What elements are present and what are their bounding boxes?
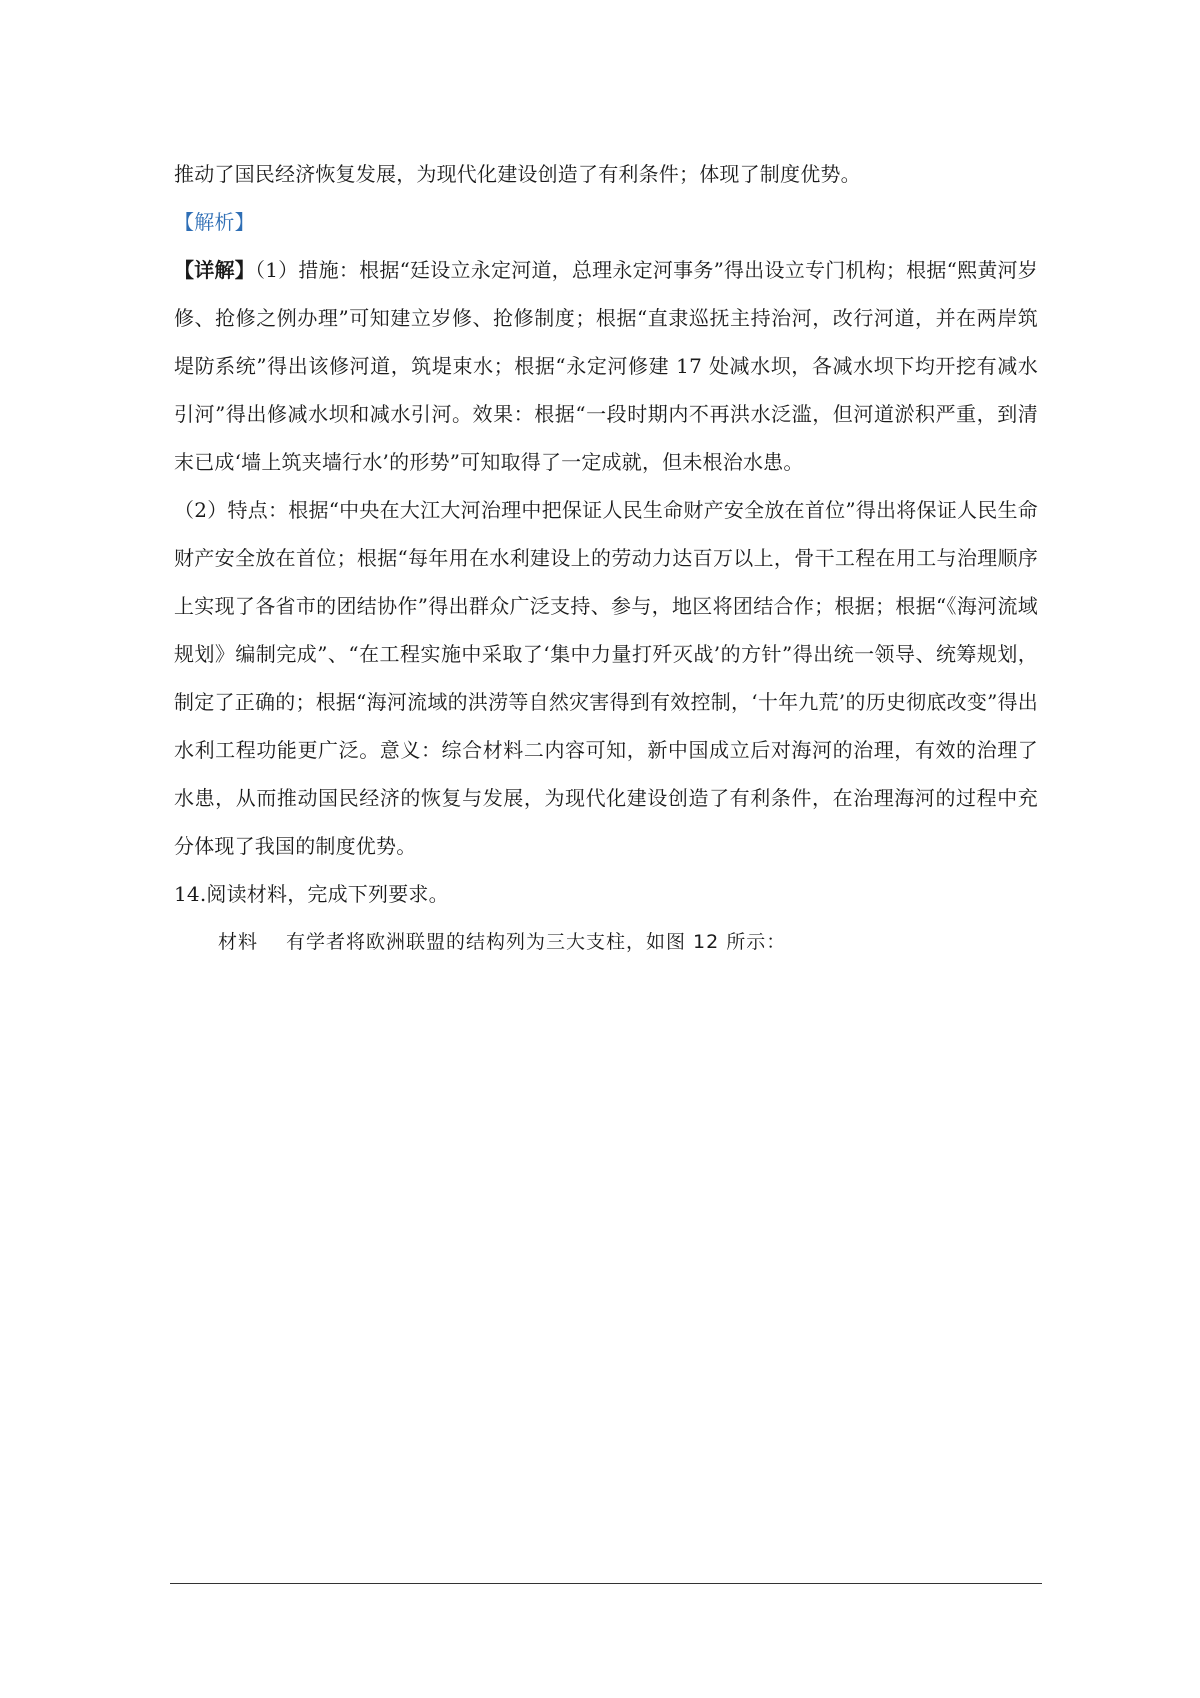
analysis-heading: 【解析】 [174, 210, 255, 234]
detail-part1-text: （1）措施：根据“廷设立永定河道，总理永定河事务”得出设立专门机构；根据“熙黄河岁修、抢修之例办理”可知建立岁修、抢修制度；根据“直隶巡抚主持治河，改行河道，并在两岸筑堤防系统”得出该修河道，筑堤束水；根据“永定河修建 17 处减水坝，各减水坝下均开挖有减水引河”得出修减水坝和减水引河。效果：根据“一段时期内不再洪水泛滥，但河道淤积严重，到清末已成‘墙上筑夹墙行水’的形势”可知取得了一定成就，但未根治水患。 [174, 258, 1038, 474]
material-label: 材料 [218, 931, 259, 953]
detail-paragraph-1 [174, 246, 1038, 486]
question-14: 14.阅读材料，完成下列要求。 [174, 882, 449, 906]
intro-paragraph: 推动了国民经济恢复发展，为现代化建设创造了有利条件；体现了制度优势。 [174, 162, 861, 186]
document-body [174, 150, 1038, 966]
detail-paragraph-2: （2）特点：根据“中央在大江大河治理中把保证人民生命财产安全放在首位”得出将保证人民生命财产安全放在首位；根据“每年用在水利建设上的劳动力达百万以上，骨干工程在用工与治理顺序上实现了各省市的团结协作”得出群众广泛支持、参与，地区将团结合作；根据；根据“《海河流域规划》编制完成”、“在工程实施中采取了‘集中力量打歼灭战’的方针”得出统一领导、统筹规划，制定了正确的；根据“海河流域的洪涝等自然灾害得到有效控制，‘十年九荒’的历史彻底改变”得出水利工程功能更广泛。意义：综合材料二内容可知，新中国成立后对海河的治理，有效的治理了水患，从而推动国民经济的恢复与发展，为现代化建设创造了有利条件，在治理海河的过程中充分体现了我国的制度优势。 [174, 498, 1038, 858]
detail-heading: 【详解】 [174, 258, 255, 282]
material-paragraph [174, 918, 1038, 966]
material-text: 有学者将欧洲联盟的结构列为三大支柱，如图 12 所示： [286, 931, 787, 953]
footer-divider [170, 1583, 1042, 1584]
